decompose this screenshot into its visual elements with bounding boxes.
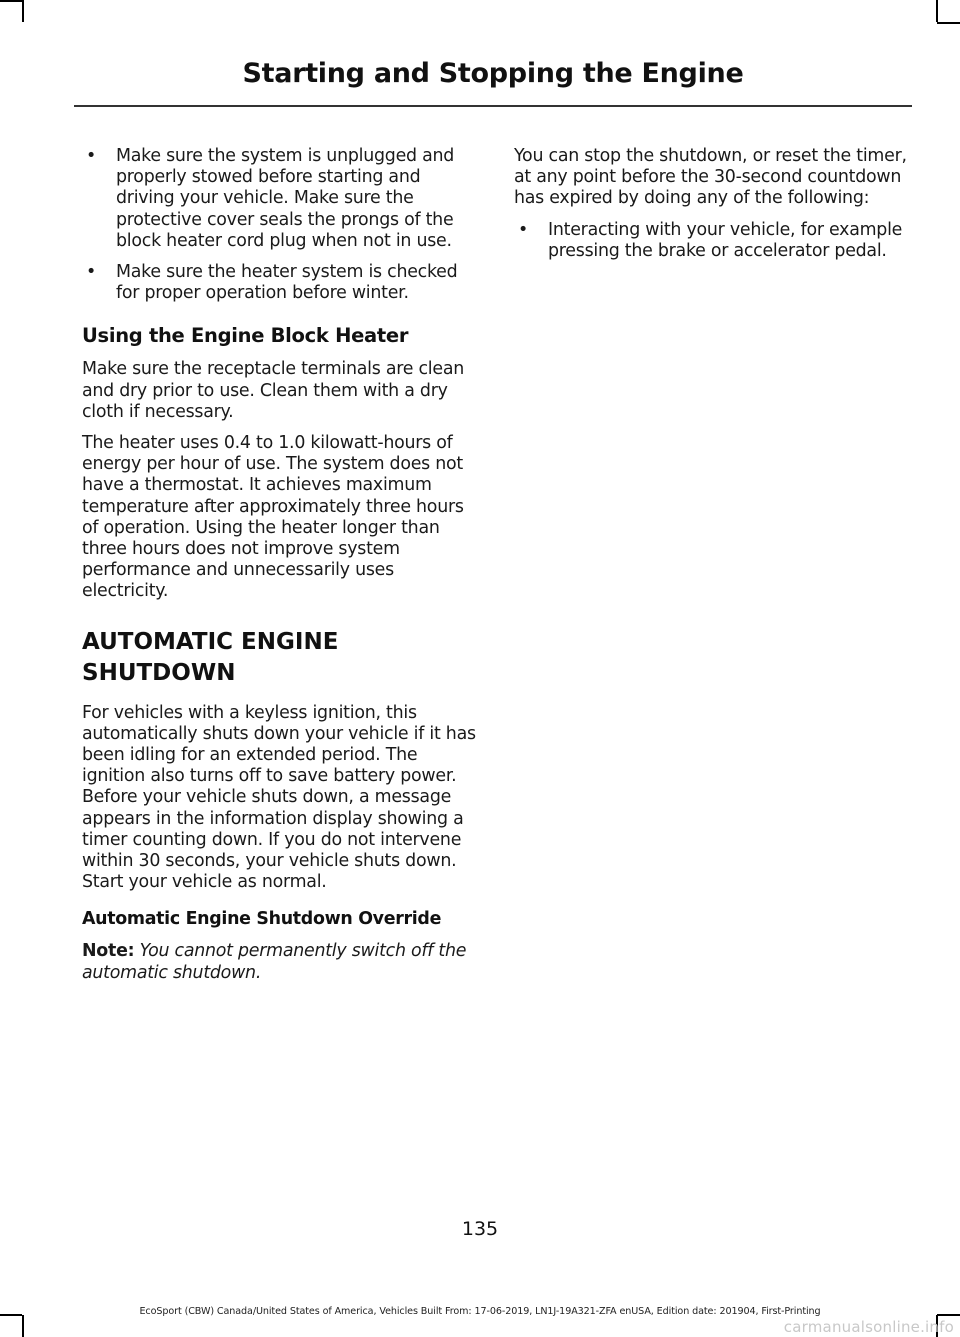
header-rule xyxy=(74,105,912,107)
bullet-glyph: • xyxy=(86,262,97,283)
chapter-heading-line: AUTOMATIC ENGINE xyxy=(82,628,339,655)
crop-mark xyxy=(937,22,960,24)
right-column xyxy=(514,146,914,272)
crop-mark xyxy=(936,0,938,22)
bullet-text: Interacting with your vehicle, for example pressing the brake or accelerator pedal. xyxy=(548,219,903,261)
paragraph: The heater uses 0.4 to 1.0 kilowatt-hours of energy per hour of use. The system does not have a thermostat. It achieves maximum temperature after approximately three hours of operation. Using the heater longer than three hours does not improve system performance and unnecessarily uses electricity. xyxy=(82,433,464,602)
crop-mark xyxy=(0,0,22,2)
note-text: You cannot permanently switch off the automatic shutdown. xyxy=(82,941,467,983)
paragraph: For vehicles with a keyless ignition, this automatically shuts down your vehicle if it has been idling for an extended period. The ignition also turns off to save battery power. Before your vehicle shuts down, a message appears in the information display showing a timer counting down. If you do not intervene within 30 seconds, your vehicle shuts down. Start your vehicle as normal. xyxy=(82,702,476,893)
crop-mark xyxy=(22,0,24,22)
left-column xyxy=(82,146,482,994)
watermark: carmanualsonline.info xyxy=(783,1318,954,1336)
page-number: 135 xyxy=(461,1218,499,1240)
bullet-item xyxy=(514,220,914,262)
paragraph: Make sure the receptacle terminals are clean and dry prior to use. Clean them with a dry cloth if necessary. xyxy=(82,359,465,422)
crop-mark xyxy=(22,1315,24,1337)
chapter-heading xyxy=(82,627,482,689)
note-label: Note: xyxy=(82,941,135,962)
paragraph: You can stop the shutdown, or reset the timer, at any point before the 30-second countdown has expired by doing any of the following: xyxy=(514,146,907,209)
section-heading: Using the Engine Block Heater xyxy=(82,324,409,348)
note xyxy=(82,941,482,983)
page-header-title: Starting and Stopping the Engine xyxy=(242,58,744,89)
bullet-item xyxy=(82,146,482,252)
subheading: Automatic Engine Shutdown Override xyxy=(82,909,442,930)
bullet-glyph: • xyxy=(86,146,97,166)
bullet-text: Make sure the heater system is checked for proper operation before winter. xyxy=(116,262,458,304)
bullet-item xyxy=(82,262,482,304)
bullet-text: Make sure the system is unplugged and properly stowed before starting and driving your vehicle. Make sure the protective cover seals the prongs of the block heater cord plug when not in use. xyxy=(116,146,455,251)
footer-text: EcoSport (CBW) Canada/United States of America, Vehicles Built From: 17-06-2019, LN1J-19A321-ZFA enUSA, Edition date: 201904, First-Printing xyxy=(139,1306,821,1317)
bullet-glyph: • xyxy=(518,219,529,240)
chapter-heading-line: SHUTDOWN xyxy=(82,659,236,686)
